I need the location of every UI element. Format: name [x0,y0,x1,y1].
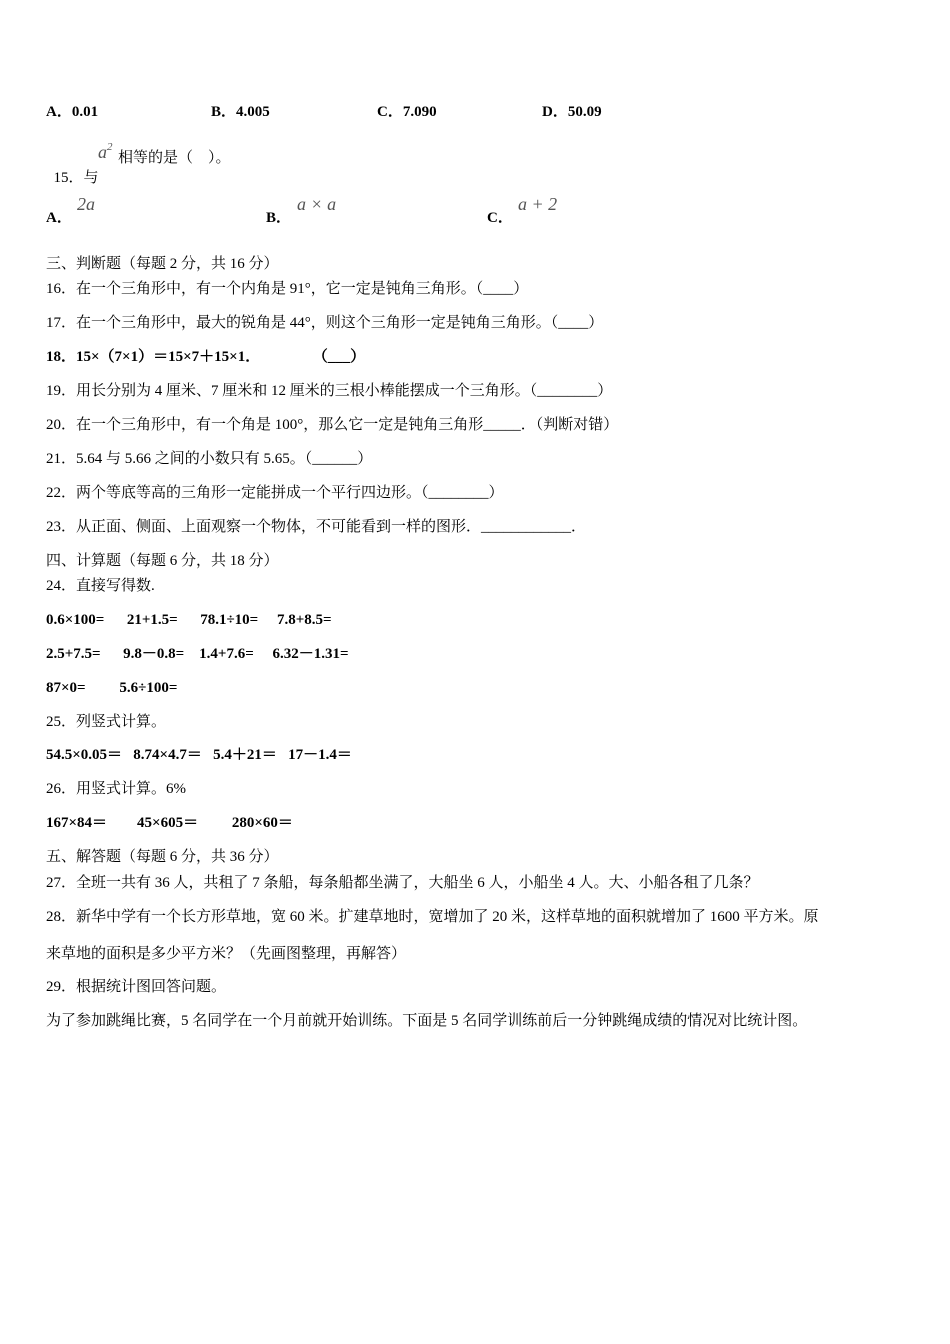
q24-row-3: 87×0= 5.6÷100= [46,680,178,696]
q15-option-b-math: a × a [297,194,337,214]
q14-option-b: B．4.005 [211,104,270,120]
q15-option-c-label: C． [487,210,513,226]
q14-option-a: A．0.01 [46,104,99,120]
q24-row-2: 2.5+7.5= 9.8－0.8= 1.4+7.6= 6.32－1.31= [46,646,349,662]
q16: 16．在一个三角形中，有一个内角是 91°，它一定是钝角三角形。（____） [46,281,529,297]
q15-math-exponent: 2 [107,141,113,153]
q20: 20．在一个三角形中，有一个角是 100°，那么它一定是钝角三角形_____．（判断对错） [46,417,619,433]
q29-description: 为了参加跳绳比赛，5 名同学在一个月前就开始训练。下面是 5 名同学训练前后一分钟跳绳成绩的情况对比统计图。 [46,1013,808,1029]
q14-option-c: C．7.090 [377,104,437,120]
q28-line-2: 来草地的面积是多少平方米？（先画图整理，再解答） [46,946,407,962]
q15-option-c-math: a + 2 [518,194,558,214]
q24-row-1: 0.6×100= 21+1.5= 78.1÷10= 7.8+8.5= [46,612,332,628]
q15-math-base: a [98,142,107,162]
q15-option-b-label: B． [266,210,292,226]
q15-prefix: 15．与 [53,170,99,186]
q15-suffix: 相等的是（ ）。 [118,150,231,166]
q26-row: 167×84＝ 45×605＝ 280×60＝ [46,815,293,831]
q15-option-a-math: 2a [77,194,95,214]
q15-math-expression [98,142,113,163]
q25-title: 25．列竖式计算。 [46,714,167,730]
section-answer-heading: 五、解答题（每题 6 分，共 36 分） [46,849,279,865]
q27: 27．全班一共有 36 人，共租了 7 条船，每条船都坐满了，大船坐 6 人，小船坐 4 人。大、小船各租了几条？ [46,875,759,891]
q15-stem [46,148,99,188]
q21: 21．5.64 与 5.66 之间的小数只有 5.65。（______） [46,451,373,467]
q28-line-1: 28．新华中学有一个长方形草地，宽 60 米。扩建草地时，宽增加了 20 米，这样草地的面积就增加了 1600 平方米。原 [46,909,819,925]
q17: 17．在一个三角形中，最大的锐角是 44°，则这个三角形一定是钝角三角形。（____） [46,315,604,331]
q25-row: 54.5×0.05＝ 8.74×4.7＝ 5.4＋21＝ 17－1.4＝ [46,747,352,763]
q18: 18．15×（7×1）＝15×7＋15×1． （___） [46,349,366,365]
q19: 19．用长分别为 4 厘米、7 厘米和 12 厘米的三根小棒能摆成一个三角形。（________） [46,383,613,399]
section-judge-heading: 三、判断题（每题 2 分，共 16 分） [46,256,279,272]
q29: 29．根据统计图回答问题。 [46,979,227,995]
q24-title: 24．直接写得数. [46,578,155,594]
section-calc-heading: 四、计算题（每题 6 分，共 18 分） [46,553,279,569]
q26-title: 26．用竖式计算。6% [46,781,186,797]
q15-option-a-label: A． [46,210,72,226]
q22: 22．两个等底等高的三角形一定能拼成一个平行四边形。（________） [46,485,504,501]
q23: 23．从正面、侧面、上面观察一个物体，不可能看到一样的图形．____________． [46,519,587,535]
q14-option-d: D．50.09 [542,104,602,120]
